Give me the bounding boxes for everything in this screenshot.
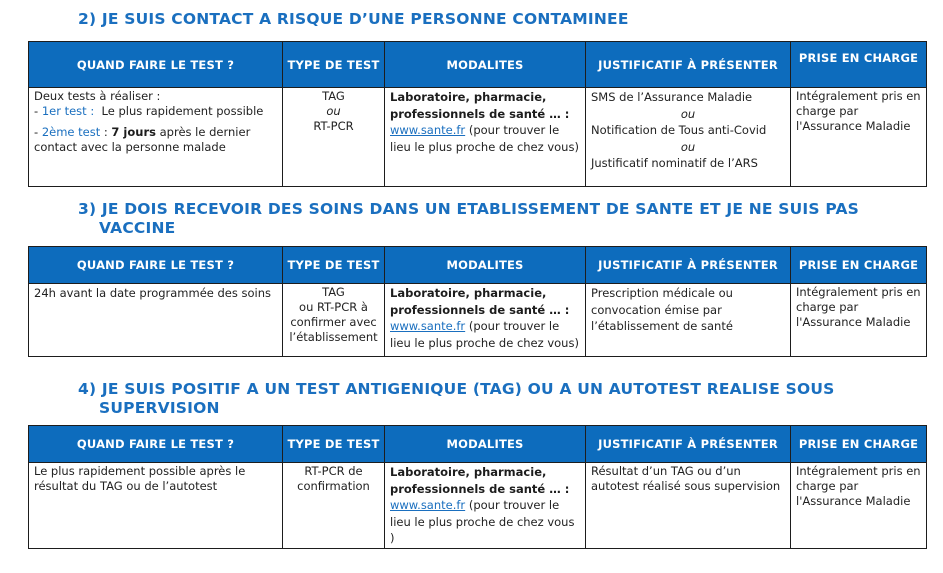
separator: : xyxy=(100,125,112,139)
justificatif-ars: Justificatif nominatif de l’ARS xyxy=(591,156,758,170)
header-justificatif: JUSTIFICATIF À PRÉSENTER xyxy=(586,247,791,284)
cell-when: Le plus rapidement possible après le résultat du TAG ou de l’autotest xyxy=(29,463,283,549)
header-when: QUAND FAIRE LE TEST ? xyxy=(29,247,283,284)
modalites-places: Laboratoire, pharmacie, professionnels de santé … : xyxy=(390,286,570,317)
table-row xyxy=(29,463,927,549)
justificatif-or: ou xyxy=(680,106,696,121)
header-modalites: MODALITES xyxy=(385,247,586,284)
type-tag: TAG xyxy=(322,89,345,103)
table-row xyxy=(29,284,927,357)
header-justificatif: JUSTIFICATIF À PRÉSENTER xyxy=(586,42,791,88)
header-when: QUAND FAIRE LE TEST ? xyxy=(29,42,283,88)
header-prise-en-charge: PRISE EN CHARGE xyxy=(791,247,927,284)
section-4-table xyxy=(28,425,927,549)
sante-fr-link[interactable]: www.sante.fr xyxy=(390,319,466,333)
header-type: TYPE DE TEST xyxy=(283,426,385,463)
header-prise-en-charge: PRISE EN CHARGE xyxy=(791,42,927,88)
second-test-delay: 7 jours xyxy=(111,125,156,139)
section-4-title xyxy=(78,380,835,418)
second-test-label: 2ème test xyxy=(41,125,101,139)
cell-justificatif: Prescription médicale ou convocation émise par l’établissement de santé xyxy=(586,284,791,357)
modalites-places: Laboratoire, pharmacie, professionnels de santé … : xyxy=(390,465,570,496)
type-rtpcr: RT-PCR xyxy=(313,119,354,133)
header-modalites: MODALITES xyxy=(385,426,586,463)
when-intro: Deux tests à réaliser : xyxy=(34,89,161,103)
sante-fr-link[interactable]: www.sante.fr xyxy=(390,498,466,512)
section-3-title-line1: 3) JE DOIS RECEVOIR DES SOINS DANS UN ETABLISSEMENT DE SANTE ET JE NE SUIS PAS xyxy=(78,200,860,218)
type-rtpcr: ou RT-PCR à confirmer avec l’établissement xyxy=(289,300,378,344)
section-4-title-line2: SUPERVISION xyxy=(99,399,220,417)
type-tag: TAG xyxy=(322,285,345,299)
table-header-row xyxy=(29,247,927,284)
cell-prise-en-charge: Intégralement pris en charge par l'Assurance Maladie xyxy=(791,463,927,549)
cell-type xyxy=(283,284,385,357)
first-test-text: Le plus rapidement possible xyxy=(101,104,264,118)
table-header-row xyxy=(29,426,927,463)
section-3-title-line2: VACCINE xyxy=(99,219,176,237)
when-second: - 2ème test : 7 jours après le dernier contact avec la personne malade xyxy=(34,125,251,154)
when-first: - 1er test : Le plus rapidement possible xyxy=(34,104,264,118)
cell-type xyxy=(283,88,385,187)
modalites-places: Laboratoire, pharmacie, professionnels de santé … : xyxy=(390,90,570,121)
modalites-text: (pour trouver le lieu le plus proche de chez vous) xyxy=(390,319,579,350)
cell-when xyxy=(29,88,283,187)
cell-modalites xyxy=(385,284,586,357)
cell-when: 24h avant la date programmée des soins xyxy=(29,284,283,357)
section-2-table xyxy=(28,41,927,187)
justificatif-notification: Notification de Tous anti-Covid xyxy=(591,123,767,137)
section-2-title-text: 2) JE SUIS CONTACT A RISQUE D’UNE PERSONNE CONTAMINEE xyxy=(78,10,629,28)
cell-modalites xyxy=(385,88,586,187)
section-2-title xyxy=(78,10,629,29)
header-type: TYPE DE TEST xyxy=(283,247,385,284)
second-test-text: après le dernier contact avec la personne malade xyxy=(34,125,251,154)
cell-modalites xyxy=(385,463,586,549)
justificatif-sms: SMS de l’Assurance Maladie xyxy=(591,90,753,104)
header-when: QUAND FAIRE LE TEST ? xyxy=(29,426,283,463)
header-type: TYPE DE TEST xyxy=(283,42,385,88)
sante-fr-link[interactable]: www.sante.fr xyxy=(390,123,466,137)
header-justificatif: JUSTIFICATIF À PRÉSENTER xyxy=(586,426,791,463)
section-4-title-line1: 4) JE SUIS POSITIF A UN TEST ANTIGENIQUE (TAG) OU A UN AUTOTEST REALISE SOUS xyxy=(78,380,835,398)
cell-justificatif: Résultat d’un TAG ou d’un autotest réalisé sous supervision xyxy=(586,463,791,549)
cell-prise-en-charge: Intégralement pris en charge par l'Assurance Maladie xyxy=(791,88,927,187)
header-prise-en-charge: PRISE EN CHARGE xyxy=(791,426,927,463)
cell-justificatif xyxy=(586,88,791,187)
section-3-table xyxy=(28,246,927,357)
justificatif-or: ou xyxy=(680,139,696,154)
modalites-text: (pour trouver le lieu le plus proche de chez vous) xyxy=(390,123,579,154)
modalites-text: (pour trouver le lieu le plus proche de chez vous ) xyxy=(390,498,575,545)
header-modalites: MODALITES xyxy=(385,42,586,88)
type-or: ou xyxy=(326,104,341,118)
section-3-title xyxy=(78,200,859,238)
table-row xyxy=(29,88,927,187)
cell-prise-en-charge: Intégralement pris en charge par l'Assurance Maladie xyxy=(791,284,927,357)
first-test-label: 1er test : xyxy=(41,104,95,118)
table-header-row xyxy=(29,42,927,88)
cell-type: RT-PCR de confirmation xyxy=(283,463,385,549)
